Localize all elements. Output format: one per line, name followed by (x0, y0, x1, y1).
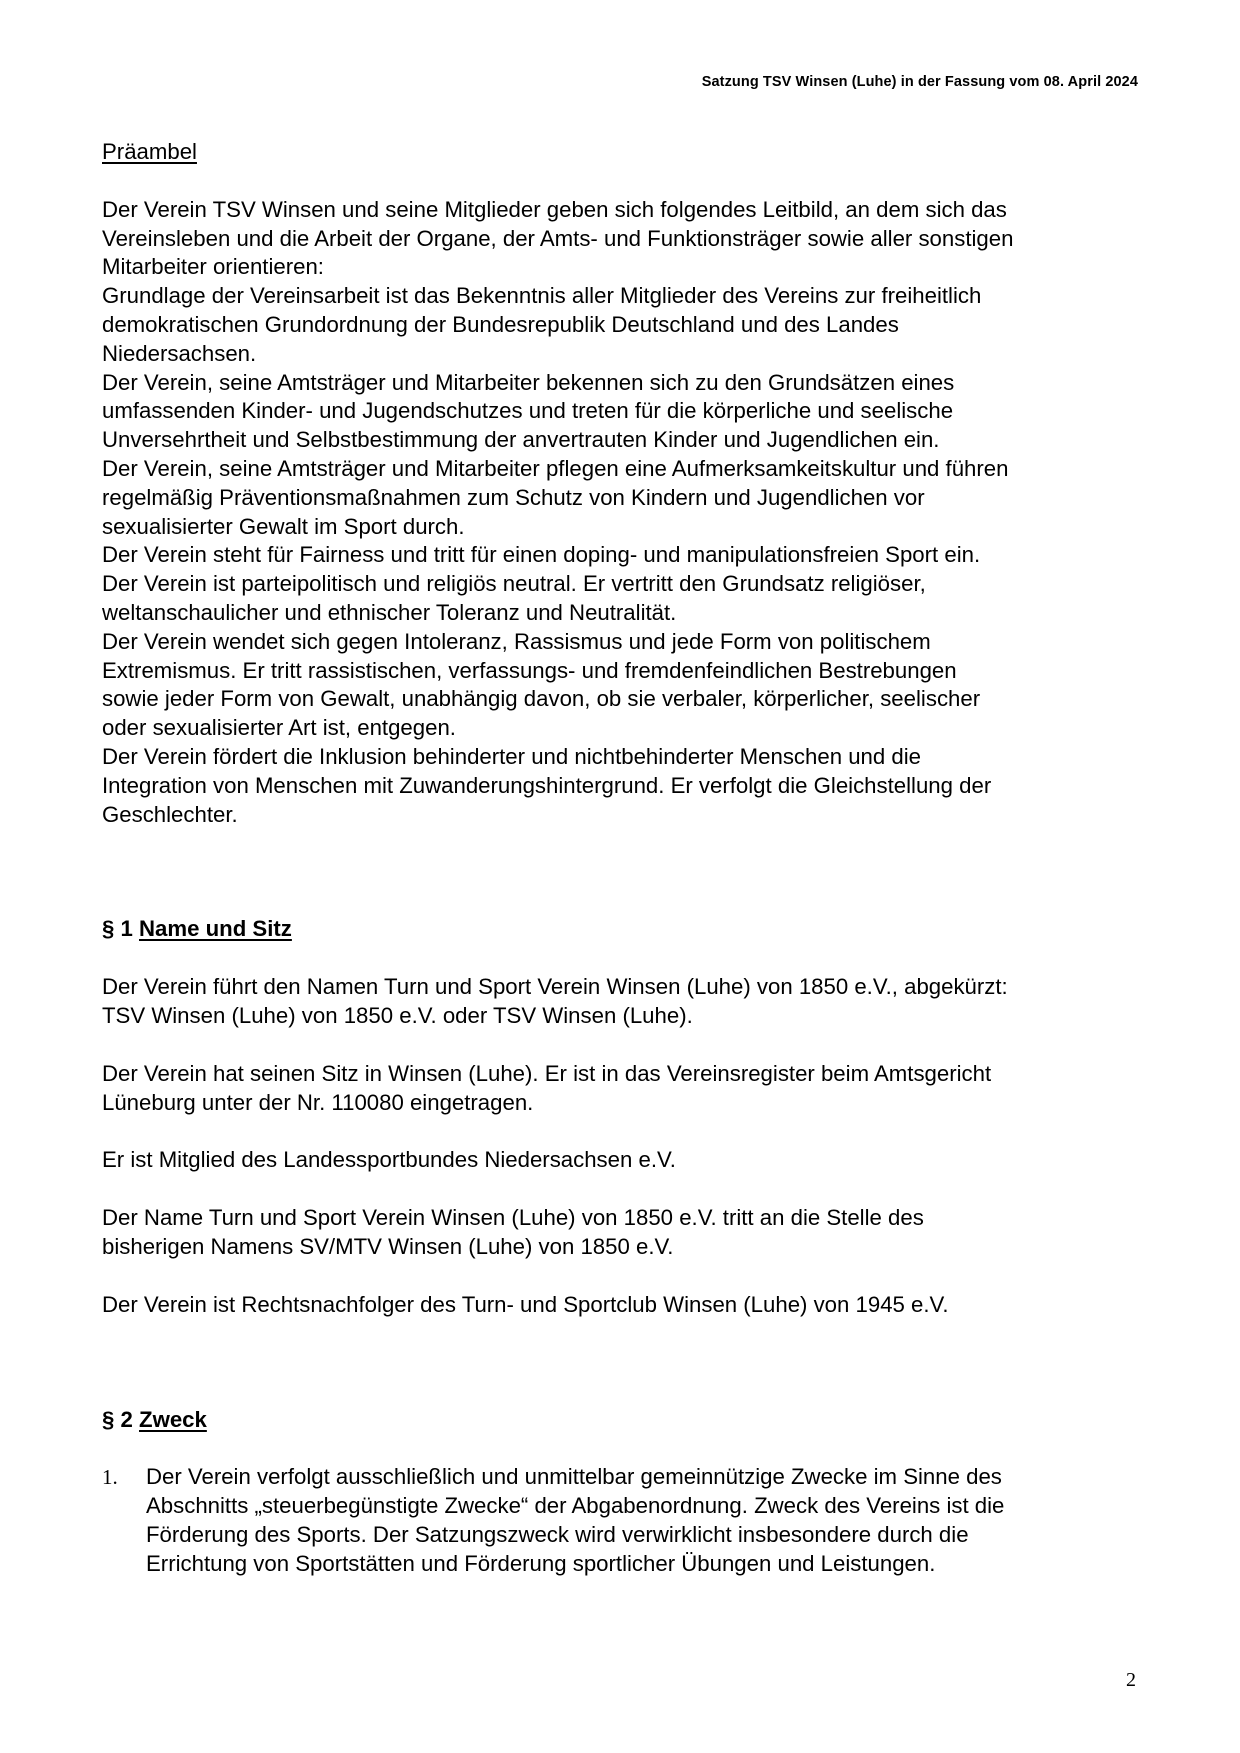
text-line: demokratischen Grundordnung der Bundesrepublik Deutschland und des Landes (102, 311, 899, 337)
text-line: TSV Winsen (Luhe) von 1850 e.V. oder TSV Winsen (Luhe). (102, 1002, 693, 1028)
text-line: weltanschaulicher und ethnischer Toleranz und Neutralität. (102, 599, 677, 625)
text-line: Integration von Menschen mit Zuwanderungshintergrund. Er verfolgt die Gleichstellung der (102, 772, 992, 798)
text-line: Er ist Mitglied des Landessportbundes Niedersachsen e.V. (102, 1147, 676, 1173)
section-title: Name und Sitz (139, 916, 292, 942)
section-number: § 2 (102, 1406, 133, 1432)
text-line: Geschlechter. (102, 801, 238, 827)
list-text (146, 1463, 1142, 1578)
text-line: Vereinsleben und die Arbeit der Organe, der Amts- und Funktionsträger sowie aller sonstigen (102, 225, 1014, 251)
text-line: Der Verein, seine Amtsträger und Mitarbeiter pflegen eine Aufmerksamkeitskultur und führen (102, 455, 1009, 481)
text-line: regelmäßig Präventionsmaßnahmen zum Schutz von Kindern und Jugendlichen vor (102, 484, 925, 510)
section-number: § 1 (102, 916, 133, 942)
text-line: Lüneburg unter der Nr. 110080 eingetragen. (102, 1089, 534, 1115)
text-line: sowie jeder Form von Gewalt, unabhängig davon, ob sie verbaler, körperlicher, seelischer (102, 686, 981, 712)
text-line: Grundlage der Vereinsarbeit ist das Bekenntnis aller Mitglieder des Vereins zur freiheitlich (102, 283, 982, 309)
section-1-body (102, 973, 1142, 1319)
text-line: umfassenden Kinder- und Jugendschutzes und treten für die körperliche und seelische (102, 398, 954, 424)
text-line: Abschnitts „steuerbegünstigte Zwecke“ der Abgabenordnung. Zweck des Vereins ist die (146, 1493, 1005, 1519)
text-line: Der Name Turn und Sport Verein Winsen (Luhe) von 1850 e.V. tritt an die Stelle des (102, 1205, 924, 1231)
list-item (102, 1463, 1142, 1578)
text-line: Der Verein fördert die Inklusion behinderter und nichtbehinderter Menschen und die (102, 743, 921, 769)
text-line: Der Verein ist parteipolitisch und religiös neutral. Er vertritt den Grundsatz religiöser, (102, 571, 926, 597)
text-line: oder sexualisierter Art ist, entgegen. (102, 715, 456, 741)
section-title: Zweck (139, 1406, 207, 1432)
text-line: Niedersachsen. (102, 340, 257, 366)
preamble-text (102, 196, 1142, 830)
section-1-heading (102, 915, 1142, 944)
running-header: Satzung TSV Winsen (Luhe) in der Fassung vom 08. April 2024 (701, 74, 1138, 90)
section-2-heading (102, 1406, 1142, 1435)
text-line: Der Verein wendet sich gegen Intoleranz, Rassismus und jede Form von politischem (102, 628, 931, 654)
text-line: Der Verein ist Rechtsnachfolger des Turn- und Sportclub Winsen (Luhe) von 1945 e.V. (102, 1291, 949, 1317)
text-line: Der Verein steht für Fairness und tritt für einen doping- und manipulationsfreien Sport ein. (102, 542, 981, 568)
text-line: Errichtung von Sportstätten und Förderung sportlicher Übungen und Leistungen. (146, 1550, 936, 1576)
text-line: Förderung des Sports. Der Satzungszweck wird verwirklicht insbesondere durch die (146, 1521, 969, 1547)
text-line: sexualisierter Gewalt im Sport durch. (102, 513, 465, 539)
preamble-title: Präambel (102, 139, 197, 164)
page-number: 2 (1126, 1669, 1136, 1691)
list-number: 1. (102, 1465, 118, 1490)
text-line: Extremismus. Er tritt rassistischen, verfassungs- und fremdenfeindlichen Bestrebungen (102, 657, 957, 683)
text-line: Der Verein TSV Winsen und seine Mitglieder geben sich folgendes Leitbild, an dem sich das (102, 196, 1007, 222)
text-line: Der Verein hat seinen Sitz in Winsen (Luhe). Er ist in das Vereinsregister beim Amtsgericht (102, 1060, 992, 1086)
text-line: Der Verein verfolgt ausschließlich und unmittelbar gemeinnützige Zwecke im Sinne des (146, 1464, 1002, 1490)
text-line: Der Verein, seine Amtsträger und Mitarbeiter bekennen sich zu den Grundsätzen eines (102, 369, 955, 395)
text-line: bisherigen Namens SV/MTV Winsen (Luhe) von 1850 e.V. (102, 1233, 674, 1259)
text-line: Der Verein führt den Namen Turn und Sport Verein Winsen (Luhe) von 1850 e.V., abgekürzt: (102, 974, 1008, 1000)
text-line: Unversehrtheit und Selbstbestimmung der anvertrauten Kinder und Jugendlichen ein. (102, 427, 940, 453)
text-line: Mitarbeiter orientieren: (102, 254, 324, 280)
document-body (102, 138, 1142, 1578)
